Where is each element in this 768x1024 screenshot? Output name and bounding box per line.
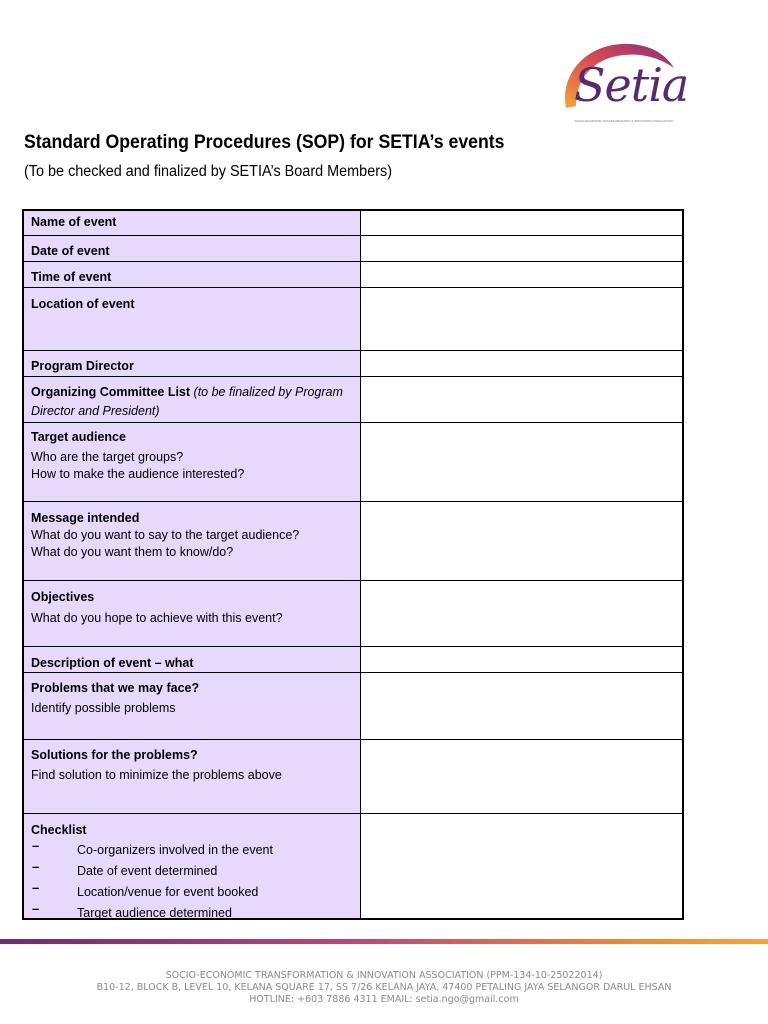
form-row-location-of-event xyxy=(24,287,682,350)
dash-bullet-icon: – xyxy=(32,838,40,853)
row-label: Target audience xyxy=(31,430,126,444)
dash-bullet-icon: – xyxy=(32,859,40,874)
form-row-target-audience xyxy=(24,422,682,501)
row-label: Objectives xyxy=(31,590,95,604)
row-description: What do you want them to know/do? xyxy=(31,545,234,559)
logo-wordmark: Setia xyxy=(574,58,689,112)
footer xyxy=(0,970,768,1006)
checklist-item: – Target audience determined xyxy=(31,903,353,924)
row-description: How to make the audience interested? xyxy=(31,467,245,481)
form-row-time-of-event xyxy=(24,261,682,287)
location-of-event-field[interactable] xyxy=(362,288,682,350)
logo-tagline: SOCIO-ECONOMIC TRANSFORMATION & INNOVATION ASSOCIATION xyxy=(574,119,674,123)
target-audience-field[interactable] xyxy=(362,423,682,501)
row-label: Checklist xyxy=(31,823,87,837)
form-row-solutions xyxy=(24,739,682,813)
label-cell xyxy=(24,502,361,580)
page-subtitle: (To be checked and finalized by SETIA’s Board Members) xyxy=(24,163,393,180)
form-row-description-of-event xyxy=(24,646,682,672)
label-cell xyxy=(24,211,361,235)
row-label: Date of event xyxy=(31,244,110,258)
description-of-event-field[interactable] xyxy=(362,647,682,672)
row-label: Problems that we may face? xyxy=(31,681,200,695)
row-description: Who are the target groups? xyxy=(31,450,184,464)
label-cell xyxy=(24,673,361,739)
label-cell xyxy=(24,581,361,646)
label-cell xyxy=(24,740,361,813)
row-label: Program Director xyxy=(31,359,134,373)
footer-gradient-divider xyxy=(0,939,768,944)
row-label: Location of event xyxy=(31,297,135,311)
checklist-item: – Location/venue for event booked xyxy=(31,882,353,903)
name-of-event-field[interactable] xyxy=(362,211,682,235)
form-row-problems xyxy=(24,672,682,739)
footer-address: B10-12, BLOCK B, LEVEL 10, KELANA SQUARE 17, SS 7/26 KELANA JAYA, 47400 PETALING JAYA SELANGOR DARUL EHSAN xyxy=(96,982,672,993)
row-description: Find solution to minimize the problems above xyxy=(31,768,282,782)
checklist-item: – Co-organizers involved in the event xyxy=(31,840,353,861)
form-row-objectives xyxy=(24,580,682,646)
label-cell xyxy=(24,647,361,672)
label-cell xyxy=(24,377,361,422)
row-label: Time of event xyxy=(31,270,112,284)
message-intended-field[interactable] xyxy=(362,502,682,580)
row-description: What do you hope to achieve with this event? xyxy=(31,611,283,625)
form-row-name-of-event xyxy=(24,211,682,235)
form-row-message-intended xyxy=(24,501,682,580)
label-cell xyxy=(24,423,361,501)
row-label: Solutions for the problems? xyxy=(31,748,198,762)
row-label: Description of event – what xyxy=(31,656,194,670)
footer-contact: HOTLINE: +603 7886 4311 EMAIL: setia.ngo@gmail.com xyxy=(249,994,519,1005)
dash-bullet-icon: – xyxy=(32,901,40,916)
organizing-committee-field[interactable] xyxy=(362,377,682,422)
page-title: Standard Operating Procedures (SOP) for SETIA’s events xyxy=(24,132,505,153)
form-row-date-of-event xyxy=(24,235,682,261)
label-cell xyxy=(24,351,361,376)
form-row-program-director xyxy=(24,350,682,376)
problems-field[interactable] xyxy=(362,673,682,739)
form-row-checklist xyxy=(24,813,682,918)
footer-organization: SOCIO-ECONOMIC TRANSFORMATION & INNOVATION ASSOCIATION (PPM-134-10-25022014) xyxy=(165,970,603,981)
program-director-field[interactable] xyxy=(362,351,682,376)
time-of-event-field[interactable] xyxy=(362,262,682,287)
label-cell xyxy=(24,814,361,918)
row-label: Message intended xyxy=(31,511,140,525)
row-label: Name of event xyxy=(31,215,117,229)
solutions-field[interactable] xyxy=(362,740,682,813)
checklist-item: – Date of event determined xyxy=(31,861,353,882)
row-description: What do you want to say to the target audience? xyxy=(31,528,300,542)
row-note: (to be finalized by Program Director and President) xyxy=(31,385,343,418)
sop-form-table xyxy=(22,209,684,920)
form-row-organizing-committee xyxy=(24,376,682,422)
objectives-field[interactable] xyxy=(362,581,682,646)
label-cell xyxy=(24,236,361,261)
row-label: Organizing Committee List xyxy=(31,385,191,399)
dash-bullet-icon: – xyxy=(32,880,40,895)
label-cell xyxy=(24,288,361,350)
label-cell xyxy=(24,262,361,287)
date-of-event-field[interactable] xyxy=(362,236,682,261)
row-description: Identify possible problems xyxy=(31,701,176,715)
checklist-field[interactable] xyxy=(362,814,682,918)
